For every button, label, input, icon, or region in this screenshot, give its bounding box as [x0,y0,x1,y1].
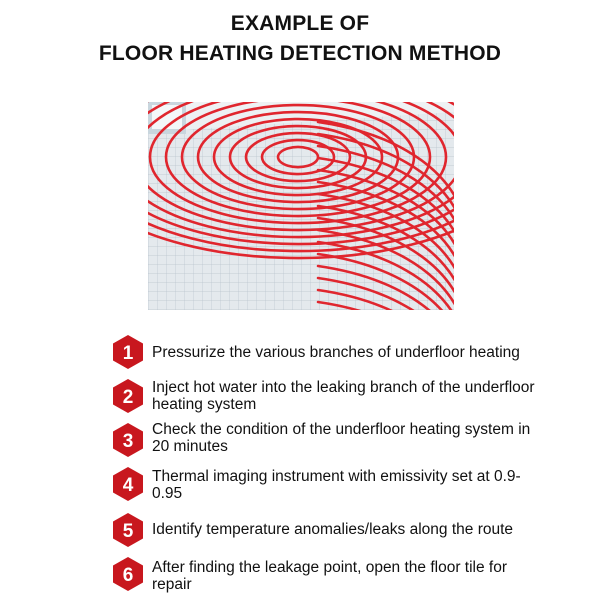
step-item-3 [108,422,548,462]
step-number-badge [110,512,146,548]
step-number: 5 [122,521,134,542]
step-number: 4 [122,475,134,496]
step-item-4 [108,466,548,506]
step-text: Inject hot water into the leaking branch of the underfloor heating system [152,379,535,413]
step-number: 6 [122,565,134,586]
step-number: 2 [122,387,134,408]
step-number-badge [110,334,146,370]
step-number: 1 [122,343,134,364]
step-number: 3 [122,431,134,452]
step-item-1 [108,334,548,374]
title-line-1: EXAMPLE OF [230,12,370,35]
step-text: Thermal imaging instrument with emissivity set at 0.9-0.95 [152,468,521,502]
step-text: Pressurize the various branches of underfloor heating [152,344,520,361]
step-text: Check the condition of the underfloor heating system in 20 minutes [152,421,531,455]
step-item-2 [108,378,548,418]
step-item-6 [108,556,548,596]
floor-heating-pipes-illustration [148,102,454,310]
title-line-2: FLOOR HEATING DETECTION METHOD [98,42,502,65]
step-number-badge [110,422,146,458]
step-text: Identify temperature anomalies/leaks along the route [152,521,514,538]
floor-heating-photo [148,102,454,310]
step-number-badge [110,466,146,502]
step-number-badge [110,556,146,592]
step-text: After finding the leakage point, open the floor tile for repair [152,559,508,593]
step-item-5 [108,512,548,552]
step-number-badge [110,378,146,414]
